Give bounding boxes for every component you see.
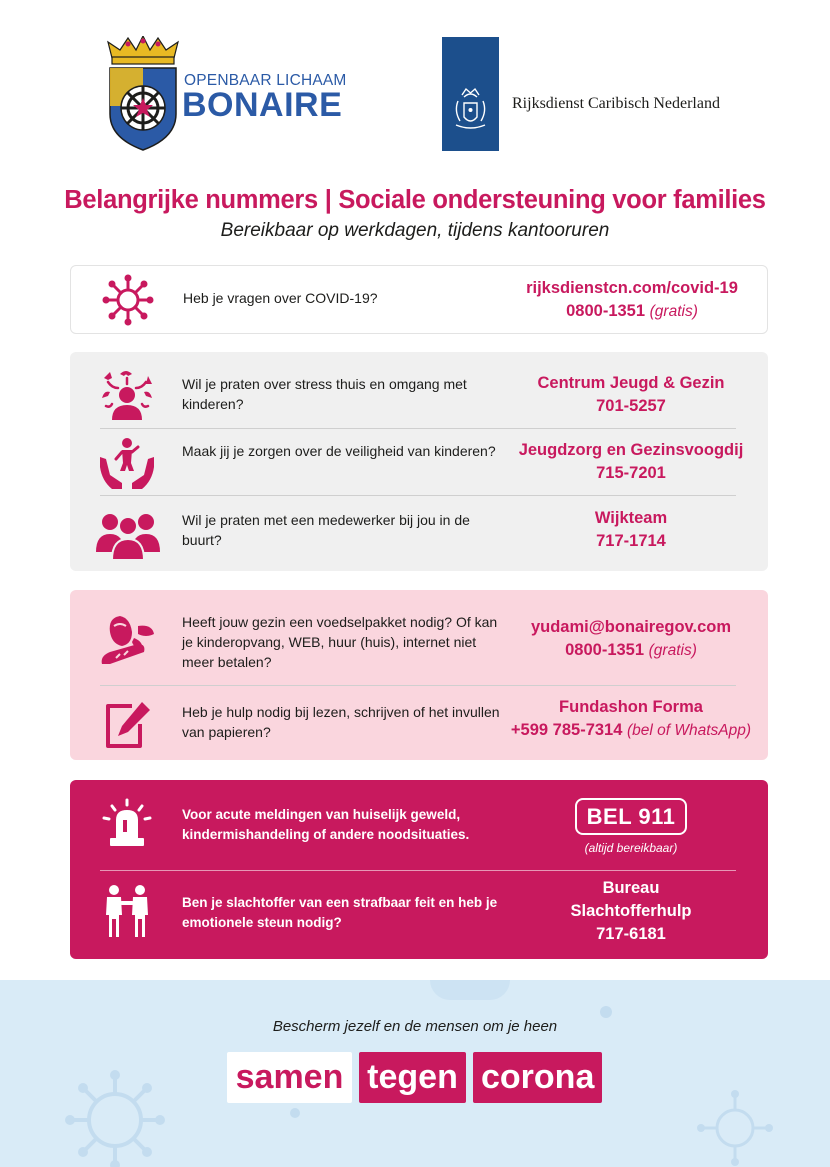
child-in-hands-icon	[98, 437, 156, 489]
social-support-panel	[70, 352, 768, 571]
safety-answer	[496, 439, 766, 485]
page-subtitle: Bereikbaar op werkdagen, tijdens kantooruren	[220, 220, 610, 241]
team-people-icon	[96, 508, 160, 560]
covid-phone-note: (gratis)	[649, 303, 698, 320]
reading-phone-note: (bel of WhatsApp)	[627, 722, 752, 739]
call-911-note: (altijd bereikbaar)	[584, 841, 678, 855]
safety-question: Maak jij je zorgen over de veiligheid van kinderen?	[182, 443, 496, 459]
covid-row	[71, 266, 769, 332]
food-email[interactable]: yudami@bonairegov.com	[530, 618, 732, 636]
food-package-icon	[98, 614, 156, 666]
emergency-answer	[496, 798, 766, 857]
reading-question: Heb je hulp nodig bij lezen, schrijven of het invullen van papieren?	[182, 704, 500, 740]
decorative-dot	[290, 1108, 300, 1118]
slogan-tegen: tegen	[359, 1052, 466, 1103]
stress-answer	[496, 372, 766, 418]
neighbourhood-phone[interactable]: 717-1714	[596, 532, 666, 550]
rcn-name: Rijksdienst Caribisch Nederland	[512, 95, 720, 112]
help-row-food	[70, 590, 768, 685]
food-question: Heeft jouw gezin een voedselpakket nodig? Of kan je kinderopvang, WEB, huur (huis), internet niet meer betalen?	[182, 614, 498, 670]
decorative-shape	[430, 980, 510, 1000]
footer	[0, 980, 830, 1167]
victims-answer	[496, 877, 766, 946]
victims-org-line2: Slachtofferhulp	[570, 902, 692, 920]
neighbourhood-question: Wil je praten met een medewerker bij jou in de buurt?	[182, 512, 470, 548]
call-911-badge[interactable]: BEL 911	[575, 798, 688, 835]
safety-org: Jeugdzorg en Gezinsvoogdij	[518, 441, 744, 459]
pen-on-paper-icon	[98, 698, 156, 750]
neighbourhood-org: Wijkteam	[594, 509, 668, 527]
decorative-virus-icon	[690, 1088, 780, 1167]
slogan-corona: corona	[473, 1052, 602, 1103]
bonaire-subtitle: OPENBAAR LICHAAM	[184, 72, 347, 89]
emergency-row-911	[70, 780, 768, 870]
decorative-dot	[600, 1006, 612, 1018]
neighbourhood-answer	[496, 507, 766, 553]
bonaire-logo	[104, 36, 354, 154]
stress-question: Wil je praten over stress thuis en omgang met kinderen?	[182, 376, 467, 412]
food-answer	[496, 616, 766, 662]
support-row-safety	[70, 429, 768, 495]
stress-org: Centrum Jeugd & Gezin	[537, 374, 725, 392]
bonaire-name: BONAIRE	[182, 86, 343, 124]
bonaire-crest-icon	[104, 36, 182, 152]
rcn-coat-of-arms-icon	[442, 37, 499, 151]
covid-website[interactable]: rijksdienstcn.com/covid-19	[526, 279, 738, 297]
practical-help-panel	[70, 590, 768, 760]
covid-phone[interactable]: 0800-1351	[566, 302, 646, 320]
virus-icon	[99, 274, 157, 326]
food-phone[interactable]: 0800-1351	[565, 641, 645, 659]
reading-phone[interactable]: +599 785-7314	[510, 721, 623, 739]
help-row-reading	[70, 686, 768, 760]
emergency-panel	[70, 780, 768, 959]
covid-answer	[497, 277, 767, 323]
covid-panel	[70, 265, 768, 334]
victims-phone[interactable]: 717-6181	[596, 925, 666, 943]
two-people-icon	[98, 885, 156, 937]
support-row-neighbourhood	[70, 496, 768, 571]
victims-question: Ben je slachtoffer van een strafbaar feit en heb je emotionele steun nodig?	[182, 895, 498, 930]
emergency-question: Voor acute meldingen van huiselijk geweld, kindermishandeling of andere noodsituaties.	[182, 807, 470, 842]
rcn-logo	[442, 37, 762, 151]
reading-org: Fundashon Forma	[559, 698, 703, 716]
stress-phone[interactable]: 701-5257	[596, 397, 666, 415]
rcn-emblem	[442, 37, 499, 151]
page-title: Belangrijke nummers | Sociale ondersteuning voor families	[64, 186, 766, 214]
reading-answer	[496, 696, 766, 742]
food-phone-note: (gratis)	[648, 642, 697, 659]
stressed-person-icon	[98, 368, 156, 420]
emergency-row-victims	[70, 871, 768, 959]
siren-icon	[98, 798, 156, 850]
slogan-samen: samen	[227, 1052, 352, 1103]
footer-message: Bescherm jezelf en de mensen om je heen	[272, 1018, 558, 1035]
covid-question: Heb je vragen over COVID-19?	[183, 290, 378, 306]
victims-org-line1: Bureau	[602, 879, 660, 897]
safety-phone[interactable]: 715-7201	[596, 464, 666, 482]
decorative-virus-icon	[60, 1070, 170, 1167]
support-row-stress	[70, 352, 768, 428]
